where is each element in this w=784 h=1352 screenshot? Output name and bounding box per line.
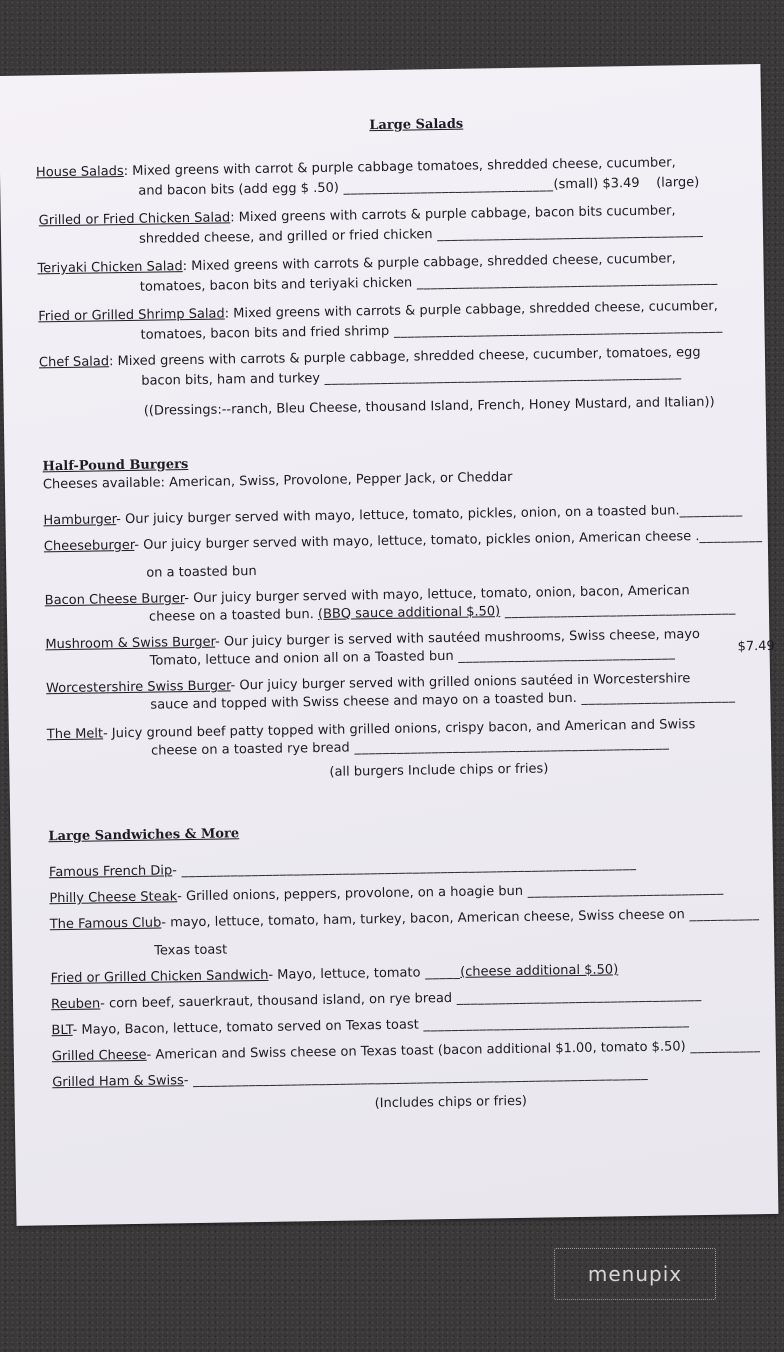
chicken-salad-desc2: shredded cheese, and grilled or fried chicken <box>138 227 433 247</box>
chicken-salad-desc: : Mixed greens with carrots & purple cabbage, bacon bits cucumber, <box>230 203 676 226</box>
shrimp-salad-desc: : Mixed greens with carrots & purple cabbage, shredded cheese, cucumber, <box>224 298 718 322</box>
melt-name: The Melt <box>46 726 104 743</box>
sandwiches-footer: (Includes chips or fries) <box>374 1093 528 1112</box>
hamburger-line: Hamburger- Our juicy burger served with mayo, lettuce, tomato, pickles, onion, on a toasted bun._________ <box>43 502 743 529</box>
chicken-sandwich-line: Fried or Grilled Chicken Sandwich- Mayo, lettuce, tomato _____(cheese additional $.50) <box>50 962 619 987</box>
philly-line: Philly Cheese Steak- Grilled onions, peppers, provolone, on a hoagie bun ____________________________ <box>49 880 724 907</box>
bacon-burger-line2: cheese on a toasted bun. (BBQ sauce additional $.50) _________________________________ <box>148 600 736 625</box>
house-salad-desc2: and bacon bits (add egg $ .50) <box>138 180 340 199</box>
chicken-sandwich-note: (cheese additional $.50) <box>460 962 619 980</box>
teriyaki-salad-desc2: tomatoes, bacon bits and teriyaki chicken <box>139 275 413 295</box>
shrimp-salad-line2: tomatoes, bacon bits and fried shrimp _______________________________________________ <box>140 318 723 343</box>
club-line1: The Famous Club- mayo, lettuce, tomato, ham, turkey, bacon, American cheese, Swiss cheese on __________ <box>49 906 760 933</box>
chef-salad-desc2: bacon bits, ham and turkey <box>141 370 321 389</box>
cheeseburger-line2: on a toasted bun <box>146 563 257 581</box>
shrimp-salad-desc2: tomatoes, bacon bits and fried shrimp <box>140 323 390 343</box>
bacon-burger-desc: - Our juicy burger served with mayo, lettuce, tomato, onion, bacon, American <box>184 583 690 607</box>
french-dip-name: Famous French Dip <box>48 863 173 881</box>
grilled-cheese-name: Grilled Cheese <box>51 1047 147 1065</box>
french-dip-line: Famous French Dip- _________________________________________________________________ <box>48 856 637 881</box>
house-salad-price: (small) $3.49 <box>553 175 640 193</box>
chef-salad-line2: bacon bits, ham and turkey ___________________________________________________ <box>141 365 682 389</box>
teriyaki-salad-name: Teriyaki Chicken Salad <box>37 259 183 277</box>
house-salad-line2: and bacon bits (add egg $ .50) ______________________________(small) $3.49 (large) <box>138 174 700 199</box>
salads-heading: Large Salads <box>369 116 464 134</box>
chicken-sandwich-desc: - Mayo, lettuce, tomato <box>268 965 421 983</box>
melt-desc: - Juicy ground beef patty topped with grilled onions, crispy bacon, and American and Swiss <box>102 717 696 742</box>
blt-line: BLT- Mayo, Bacon, lettuce, tomato served on Texas toast ______________________________________ <box>51 1013 690 1039</box>
bacon-burger-note: (BBQ sauce additional $.50) <box>317 604 501 623</box>
cheeseburger-line1: Cheeseburger- Our juicy burger served with mayo, lettuce, tomato, pickles onion, American cheese ._________ <box>43 528 763 555</box>
burgers-footer: (all burgers Include chips or fries) <box>329 761 549 780</box>
sandwiches-heading: Large Sandwiches & More <box>48 826 240 845</box>
teriyaki-salad-desc: : Mixed greens with carrots & purple cabbage, shredded cheese, cucumber, <box>182 251 676 275</box>
worcestershire-burger-name: Worcestershire Swiss Burger <box>45 678 231 697</box>
teriyaki-salad-line2: tomatoes, bacon bits and teriyaki chicken ___________________________________________ <box>139 270 718 295</box>
chef-salad-name: Chef Salad <box>38 354 110 371</box>
burgers-heading: Half-Pound Burgers <box>42 457 189 475</box>
club-name: The Famous Club <box>49 915 162 933</box>
club-line2: Texas toast <box>154 942 228 959</box>
mushroom-burger-desc2: Tomato, lettuce and onion all on a Toasted bun <box>149 648 454 669</box>
reuben-line: Reuben- corn beef, sauerkraut, thousand island, on rye bread ___________________________________ <box>50 987 702 1013</box>
cheeseburger-name: Cheeseburger <box>43 537 135 555</box>
dressings-note: ((Dressings:--ranch, Bleu Cheese, thousand Island, French, Honey Mustard, and Italian)) <box>143 394 715 419</box>
reuben-name: Reuben <box>50 996 101 1013</box>
chicken-salad-line2: shredded cheese, and grilled or fried chicken ______________________________________ <box>138 222 704 247</box>
grilled-cheese-line: Grilled Cheese- American and Swiss cheese on Texas toast (bacon additional $1.00, tomato $.50) __________ <box>51 1038 761 1065</box>
chicken-salad-name: Grilled or Fried Chicken Salad <box>38 210 231 229</box>
worcestershire-burger-desc: - Our juicy burger served with grilled onions sautéed in Worcestershire <box>230 671 691 694</box>
melt-line2: cheese on a toasted rye bread _____________________________________________ <box>150 735 670 759</box>
hamburger-desc: - Our juicy burger served with mayo, lettuce, tomato, pickles, onion, on a toasted bun. <box>116 503 680 528</box>
mushroom-burger-desc: - Our juicy burger is served with sautéed mushrooms, Swiss cheese, mayo <box>214 627 701 650</box>
cheeseburger-desc: - Our juicy burger served with mayo, lettuce, tomato, pickles onion, American cheese . <box>134 529 700 553</box>
shrimp-salad-name: Fried or Grilled Shrimp Salad <box>38 306 225 325</box>
house-salad-desc: : Mixed greens with carrot & purple cabbage tomatoes, shredded cheese, cucumber, <box>123 155 676 180</box>
grilled-cheese-desc: - American and Swiss cheese on Texas toast (bacon additional $1.00, tomato $.50) <box>146 1039 686 1063</box>
bacon-burger-desc2: cheese on a toasted bun. <box>148 607 314 625</box>
hamburger-name: Hamburger <box>43 512 117 529</box>
reuben-desc: - corn beef, sauerkraut, thousand island, on rye bread <box>100 990 453 1012</box>
worcestershire-burger-line2: sauce and topped with Swiss cheese and mayo on a toasted bun. ______________________ <box>150 688 736 713</box>
bacon-burger-name: Bacon Cheese Burger <box>44 591 185 609</box>
club-desc: - mayo, lettuce, tomato, ham, turkey, bacon, American cheese, Swiss cheese on <box>161 907 685 931</box>
grilled-ham-desc: - <box>183 1073 189 1089</box>
watermark-logo: menupix <box>554 1248 716 1300</box>
chicken-sandwich-name: Fried or Grilled Chicken Sandwich <box>50 967 269 987</box>
house-salad-large: (large) <box>656 174 700 191</box>
mushroom-burger-name: Mushroom & Swiss Burger <box>45 634 216 653</box>
philly-desc: - Grilled onions, peppers, provolone, on a hoagie bun <box>177 883 524 905</box>
grilled-ham-name: Grilled Ham & Swiss <box>52 1073 184 1091</box>
burger-price: $7.49 <box>737 638 775 655</box>
menu-page <box>0 64 778 1226</box>
blt-desc: - Mayo, Bacon, lettuce, tomato served on Texas toast <box>72 1017 419 1038</box>
mushroom-burger-line2: Tomato, lettuce and onion all on a Toasted bun _______________________________ <box>149 645 676 669</box>
house-salad-name: House Salads <box>35 164 124 181</box>
chef-salad-desc: : Mixed greens with carrots & purple cabbage, shredded cheese, cucumber, tomatoes, egg <box>108 344 701 370</box>
philly-name: Philly Cheese Steak <box>49 889 178 907</box>
melt-desc2: cheese on a toasted rye bread <box>150 740 350 759</box>
grilled-ham-line: Grilled Ham & Swiss- _________________________________________________________________ <box>52 1065 649 1091</box>
french-dip-desc: - <box>172 863 178 879</box>
blt-name: BLT <box>51 1022 73 1039</box>
cheeses-note: Cheeses available: American, Swiss, Provolone, Pepper Jack, or Cheddar <box>42 469 513 493</box>
worcestershire-burger-desc2: sauce and topped with Swiss cheese and mayo on a toasted bun. <box>150 690 577 713</box>
